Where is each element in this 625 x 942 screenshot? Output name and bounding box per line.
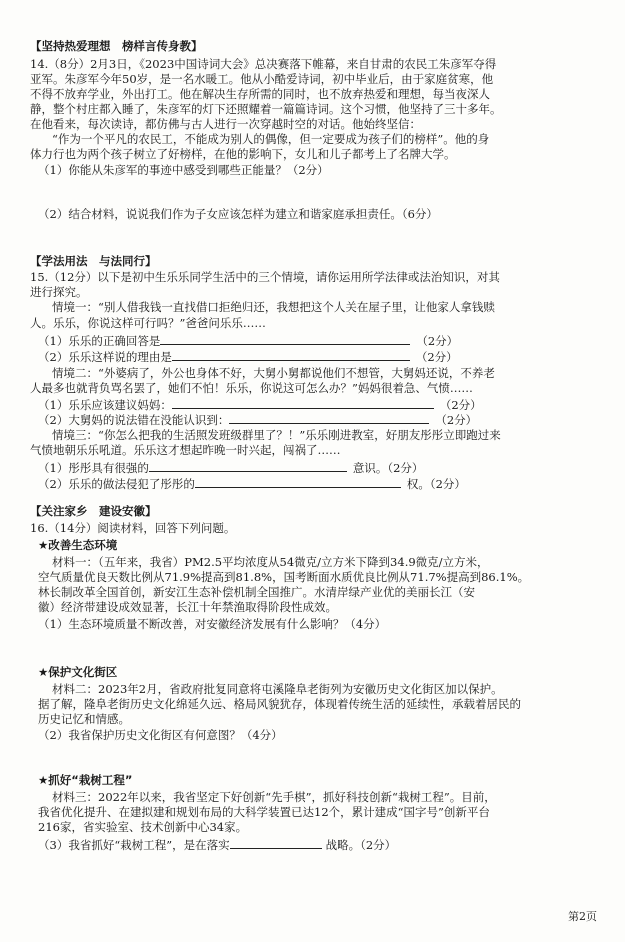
material-3: 我省优化提升、在建拟建和规划布局的大科学装置已达12个，累计建成“国字号”创新平台 [38,805,490,819]
question-14-1: （1）你能从朱彦军的事迹中感受到哪些正能量？（2分） [38,163,329,177]
points: 战略。（2分） [325,838,397,852]
question-15-5 [38,460,423,475]
scenario-1: 人。乐乐，你说这样可行吗？”爸爸问乐乐…… [30,316,266,330]
section-header: 【坚持热爱理想 榜样言传身教】 [30,39,203,53]
question-text: （1）乐乐的正确回答是 [38,334,161,348]
topic-title: ★改善生态环境 [38,538,118,552]
page-number: 第2页 [568,910,597,923]
scenario-3: 情境三：“你怎么把我的生活照发班级群里了？！”乐乐刚进教室，好朋友彤彤立即跑过来 [52,428,501,442]
question-16-3 [38,837,396,852]
question-15-line: 15.（12分）以下是初中生乐乐同学生活中的三个情境，请你运用所学法律或法治知识，对其 [30,270,500,284]
scenario-1: 情境一：“别人借我钱一直找借口拒绝归还，我想把这个人关在屋子里，让他家人拿钱赎 [52,300,495,314]
question-text: （2）大舅妈的说法错在没能认识到： [38,413,230,427]
answer-blank[interactable] [230,837,322,849]
question-text: （1）乐乐应该建议妈妈： [38,398,172,412]
question-14-line: 体力行也为两个孩子树立了好榜样，在他的影响下，女儿和儿子都考上了名牌大学。 [30,147,456,161]
material-3: 216家，省实验室、技术创新中心34家。 [38,820,248,834]
answer-blank[interactable] [149,460,347,472]
question-16-2: （2）我省保护历史文化街区有何意图？（4分） [38,728,283,742]
question-14-line: 在他看来，每次读诗，都仿佛与古人进行一次穿越时空的对话。他始终坚信： [30,117,421,131]
topic-title: ★保护文化街区 [38,665,118,679]
points: 意识。（2分） [352,461,424,475]
scenario-2: 人最多也就背负骂名罢了，她们不怕！乐乐，你说这可怎么办？”妈妈很着急、气愤…… [30,381,473,395]
section-header: 【学法用法 与法同行】 [30,254,157,268]
question-15-6 [38,476,466,491]
answer-blank[interactable] [195,476,401,488]
answer-blank[interactable] [160,333,410,345]
topic-title: ★抓好“栽树工程” [38,773,133,787]
question-14-line: 14.（8分）2月3日，《2023中国诗词大会》总决赛落下帷幕，来自甘肃的农民工朱彦军夺得 [30,57,497,71]
points: （2分） [416,334,459,348]
answer-blank[interactable] [172,397,434,409]
material-3: 材料三：2022年以来，我省坚定下好创新“先手棋”，抓好科技创新“栽树工程”。目前， [52,790,496,804]
question-text: （1）彤彤具有很强的 [38,461,149,475]
question-15-line: 进行探究。 [30,285,88,299]
points: （2分） [435,413,478,427]
material-2: 据了解，隆阜老街历史文化绵延久远、格局风貌犹存，体现着传统生活的延续性，承载着居民的 [38,697,521,711]
question-14-line: 静，整个村庄都入睡了，朱彦军的灯下还照耀着一篇篇诗词。这个习惯，他坚持了三十多年。 [30,102,502,116]
points: （2分） [415,350,458,364]
question-15-4 [38,412,477,427]
question-15-1 [38,333,458,348]
question-text: （2）乐乐这样说的理由是 [38,350,172,364]
question-14-2: （2）结合材料，说说我们作为子女应该怎样为建立和谐家庭承担责任。（6分） [38,207,438,221]
section-header: 【关注家乡 建设安徽】 [30,504,157,518]
material-1: 空气质量优良天数比例从71.9%提高到81.8%，国考断面水质优良比例从71.7%提高到86.1%。 [38,570,530,584]
scenario-2: 情境二：“外婆病了，外公也身体不好，大舅小舅都说他们不想管，大舅妈还说，不养老 [52,366,495,380]
question-15-2 [38,349,458,364]
points: 权。（2分） [406,477,466,491]
question-text: （2）乐乐的做法侵犯了彤彤的 [38,477,195,491]
question-14-line: 不得不放弃学业，外出打工。他在解决生存所需的同时，也不放弃热爱和理想，每当夜深人 [30,87,490,101]
answer-blank[interactable] [172,349,410,361]
question-14-line: 亚军。朱彦军今年50岁，是一名水暖工。他从小酷爱诗词，初中毕业后，由于家庭贫寒，他 [30,72,494,86]
scenario-3: 气愤地朝乐乐吼道。乐乐这才想起昨晚一时兴起，闯祸了…… [30,443,341,457]
question-text: （3）我省抓好“栽树工程”，是在落实 [38,838,230,852]
answer-blank[interactable] [229,412,429,424]
material-1: 材料一：（五年来，我省）PM2.5平均浓度从54微克/立方米下降到34.9微克/立方米， [52,555,489,569]
material-1: 林长制改革全国首创，新安江生态补偿机制全国推广。水清岸绿产业优的美丽长江（安 [38,585,475,599]
points: （2分） [439,398,482,412]
question-16-intro: 16.（14分）阅读材料，回答下列问题。 [30,521,236,535]
question-15-3 [38,397,482,412]
question-14-line: “作为一个平凡的农民工，不能成为别人的偶像，但一定要成为孩子们的榜样”。他的身 [52,132,490,146]
question-16-1: （1）生态环境质量不断改善，对安徽经济发展有什么影响？（4分） [38,617,387,631]
material-1: 徽）经济带建设成效显著，长江十年禁渔取得阶段性成效。 [38,600,337,614]
material-2: 材料二：2023年2月，省政府批复同意将屯溪隆阜老街列为安徽历史文化街区加以保护。 [52,682,503,696]
material-2: 历史记忆和情感。 [38,712,130,726]
